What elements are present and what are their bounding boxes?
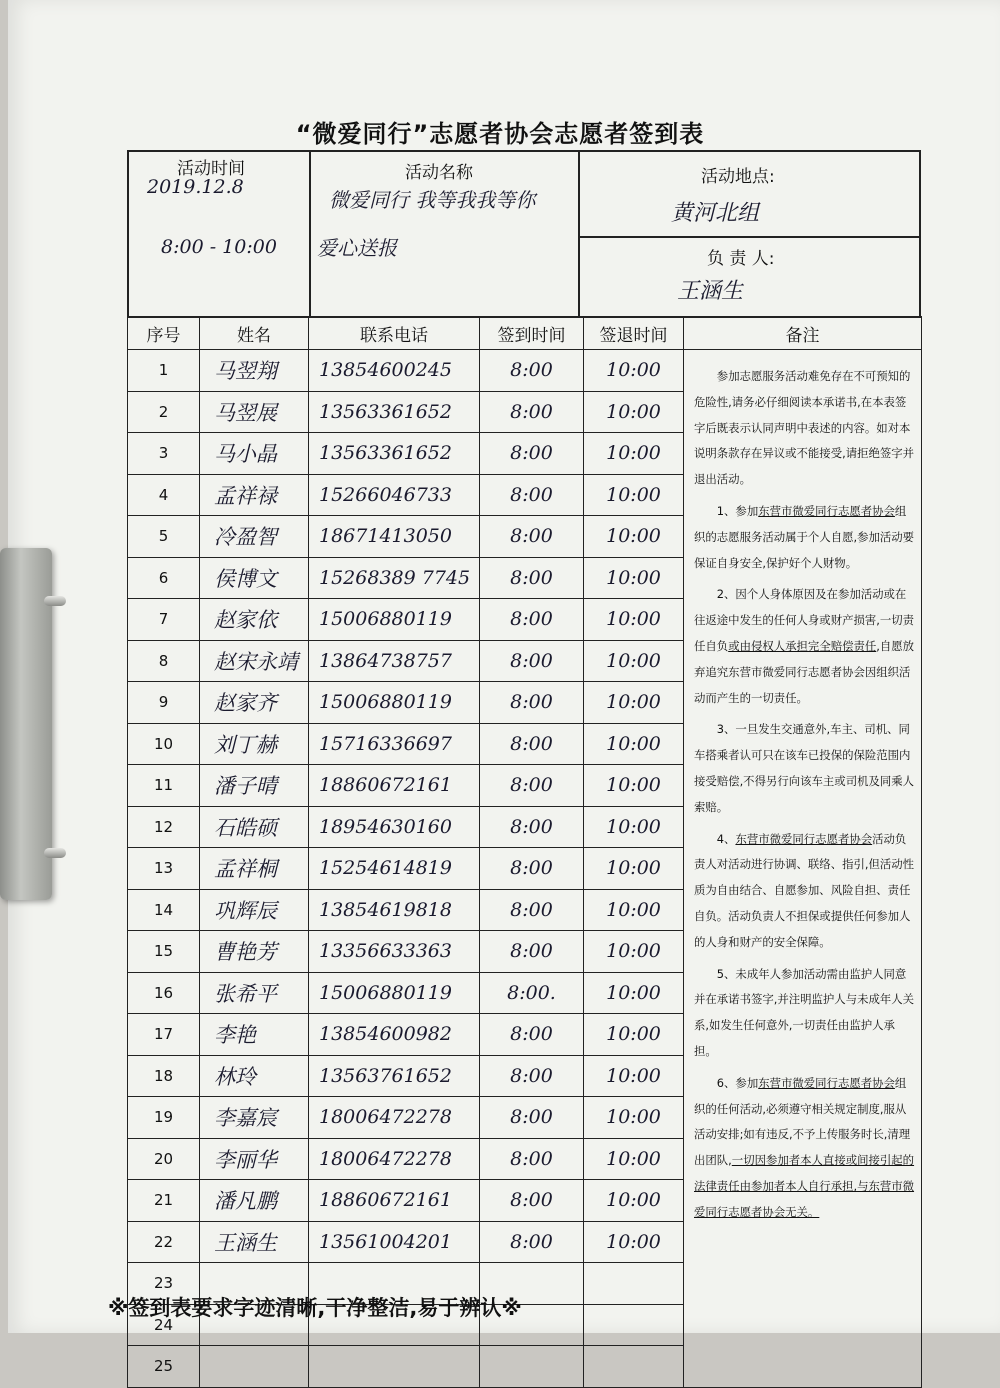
leader-label: 负 责 人: bbox=[707, 249, 775, 269]
row-number: 11 bbox=[128, 765, 200, 807]
checkout-time: 10:00 bbox=[584, 557, 684, 599]
leader-name: 王涵生 bbox=[677, 279, 744, 304]
row-number: 5 bbox=[128, 516, 200, 558]
checkout-time: 10:00 bbox=[584, 931, 684, 973]
volunteer-phone: 18860672161 bbox=[309, 1180, 480, 1222]
volunteer-phone: 15716336697 bbox=[309, 723, 480, 765]
volunteer-name bbox=[200, 1346, 309, 1388]
checkout-time bbox=[584, 1304, 684, 1346]
volunteer-phone: 13561004201 bbox=[309, 1221, 480, 1263]
volunteer-name: 赵家依 bbox=[200, 599, 309, 641]
row-number: 20 bbox=[128, 1138, 200, 1180]
volunteer-phone: 18671413050 bbox=[309, 516, 480, 558]
binder-clip bbox=[0, 548, 52, 900]
checkin-time: 8:00 bbox=[480, 474, 584, 516]
volunteer-phone: 18954630160 bbox=[309, 806, 480, 848]
checkin-time: 8:00 bbox=[480, 640, 584, 682]
checkout-time: 10:00 bbox=[584, 433, 684, 475]
row-number: 21 bbox=[128, 1180, 200, 1222]
volunteer-name: 马小晶 bbox=[200, 433, 309, 475]
row-number: 8 bbox=[128, 640, 200, 682]
volunteer-name: 刘丁赫 bbox=[200, 723, 309, 765]
row-number: 7 bbox=[128, 599, 200, 641]
checkin-time: 8:00 bbox=[480, 1138, 584, 1180]
disclaimer-notes bbox=[684, 350, 922, 1388]
checkin-time: 8:00 bbox=[480, 1055, 584, 1097]
activity-time-range: 8:00 - 10:00 bbox=[161, 236, 277, 258]
row-number: 2 bbox=[128, 391, 200, 433]
notes-item-2: 2、因个人身体原因及在参加活动或在往返途中发生的任何人身或财产损害,一切责任自负或由侵权人承担完全赔偿责任,自愿放弃追究东营市微爱同行志愿者协会因组织活动而产生的一切责任。 bbox=[694, 587, 915, 705]
checkout-time: 10:00 bbox=[584, 1180, 684, 1222]
row-number: 17 bbox=[128, 1014, 200, 1056]
volunteer-phone: 18006472278 bbox=[309, 1138, 480, 1180]
checkout-time: 10:00 bbox=[584, 682, 684, 724]
row-number: 23 bbox=[128, 1263, 200, 1305]
checkout-time: 10:00 bbox=[584, 474, 684, 516]
checkin-time: 8:00 bbox=[480, 516, 584, 558]
col-header-no: 序号 bbox=[128, 317, 200, 350]
checkin-time: 8:00 bbox=[480, 599, 584, 641]
binder-ring bbox=[44, 596, 66, 606]
volunteer-name: 马翌展 bbox=[200, 391, 309, 433]
checkin-time: 8:00 bbox=[480, 682, 584, 724]
activity-header bbox=[127, 150, 921, 318]
volunteer-name: 赵宋永靖 bbox=[200, 640, 309, 682]
checkin-time: 8:00 bbox=[480, 433, 584, 475]
volunteer-phone bbox=[309, 1346, 480, 1388]
notes-item-6: 6、参加东营市微爱同行志愿者协会组织的任何活动,必须遵守相关规定制度,服从活动安排;如有违反,不予上传服务时长,清理出团队,一切因参加者本人直接或间接引起的法律责任由参加者本人自行承担,与东营市微爱同行志愿者协会无关。 bbox=[694, 1075, 915, 1219]
binder-ring bbox=[44, 848, 66, 858]
checkin-time: 8:00 bbox=[480, 765, 584, 807]
row-number: 15 bbox=[128, 931, 200, 973]
volunteer-name: 李艳 bbox=[200, 1014, 309, 1056]
checkin-time: 8:00 bbox=[480, 1180, 584, 1222]
volunteer-name: 王涵生 bbox=[200, 1221, 309, 1263]
checkout-time: 10:00 bbox=[584, 391, 684, 433]
notes-item-5: 5、未成年人参加活动需由监护人同意并在承诺书签字,并注明监护人与未成年人关系,如发生任何意外,一切责任由监护人承担。 bbox=[694, 966, 915, 1058]
checkout-time: 10:00 bbox=[584, 1138, 684, 1180]
checkout-time: 10:00 bbox=[584, 765, 684, 807]
row-number: 19 bbox=[128, 1097, 200, 1139]
row-number: 24 bbox=[128, 1304, 200, 1346]
volunteer-name: 李丽华 bbox=[200, 1138, 309, 1180]
volunteer-phone: 13563361652 bbox=[309, 433, 480, 475]
checkin-time: 8:00 bbox=[480, 806, 584, 848]
checkout-time: 10:00 bbox=[584, 640, 684, 682]
notes-intro: 参加志愿服务活动难免存在不可预知的危险性,请务必仔细阅读本承诺书,在本表签字后既表示认同声明中表述的内容。如对本说明条款存在异议或不能接受,请拒绝签字并退出活动。 bbox=[694, 369, 915, 487]
row-number: 1 bbox=[128, 350, 200, 392]
activity-time-label: 活动时间 bbox=[177, 159, 245, 179]
volunteer-phone: 13563361652 bbox=[309, 391, 480, 433]
volunteer-name: 潘凡鹏 bbox=[200, 1180, 309, 1222]
volunteer-name: 曹艳芳 bbox=[200, 931, 309, 973]
checkin-time: 8:00 bbox=[480, 723, 584, 765]
volunteer-phone: 15254614819 bbox=[309, 848, 480, 890]
table-header-row bbox=[128, 317, 922, 350]
checkout-time bbox=[584, 1346, 684, 1388]
volunteer-phone: 13854600982 bbox=[309, 1014, 480, 1056]
volunteer-name: 赵家齐 bbox=[200, 682, 309, 724]
row-number: 3 bbox=[128, 433, 200, 475]
row-number: 18 bbox=[128, 1055, 200, 1097]
row-number: 6 bbox=[128, 557, 200, 599]
volunteer-name: 巩辉辰 bbox=[200, 889, 309, 931]
volunteer-phone: 18860672161 bbox=[309, 765, 480, 807]
volunteer-name: 孟祥桐 bbox=[200, 848, 309, 890]
volunteer-name: 石皓硕 bbox=[200, 806, 309, 848]
row-number: 9 bbox=[128, 682, 200, 724]
row-number: 25 bbox=[128, 1346, 200, 1388]
volunteer-name: 潘子晴 bbox=[200, 765, 309, 807]
attendance-table bbox=[127, 316, 922, 1388]
row-number: 14 bbox=[128, 889, 200, 931]
volunteer-phone: 13854619818 bbox=[309, 889, 480, 931]
checkin-time: 8:00 bbox=[480, 1097, 584, 1139]
row-number: 10 bbox=[128, 723, 200, 765]
row-number: 4 bbox=[128, 474, 200, 516]
volunteer-name: 林玲 bbox=[200, 1055, 309, 1097]
checkin-time: 8:00 bbox=[480, 1221, 584, 1263]
volunteer-name: 冷盈智 bbox=[200, 516, 309, 558]
checkout-time: 10:00 bbox=[584, 806, 684, 848]
volunteer-phone: 13864738757 bbox=[309, 640, 480, 682]
checkin-time bbox=[480, 1346, 584, 1388]
checkout-time: 10:00 bbox=[584, 1097, 684, 1139]
activity-date: 2019.12.8 bbox=[147, 176, 244, 198]
checkout-time: 10:00 bbox=[584, 350, 684, 392]
checkout-time: 10:00 bbox=[584, 889, 684, 931]
checkin-time: 8:00 bbox=[480, 1014, 584, 1056]
volunteer-phone: 18006472278 bbox=[309, 1097, 480, 1139]
volunteer-name: 张希平 bbox=[200, 972, 309, 1014]
col-header-phone: 联系电话 bbox=[309, 317, 480, 350]
checkout-time: 10:00 bbox=[584, 1055, 684, 1097]
checkout-time: 10:00 bbox=[584, 1014, 684, 1056]
volunteer-name: 李嘉宸 bbox=[200, 1097, 309, 1139]
checkin-time: 8:00 bbox=[480, 557, 584, 599]
col-header-notes: 备注 bbox=[684, 317, 922, 350]
checkout-time: 10:00 bbox=[584, 723, 684, 765]
checkout-time: 10:00 bbox=[584, 1221, 684, 1263]
volunteer-phone: 13356633363 bbox=[309, 931, 480, 973]
sheet-title: “微爱同行”志愿者协会志愿者签到表 bbox=[295, 120, 705, 148]
checkout-time: 10:00 bbox=[584, 972, 684, 1014]
activity-name-label: 活动名称 bbox=[405, 163, 473, 183]
row-number: 13 bbox=[128, 848, 200, 890]
row-number: 16 bbox=[128, 972, 200, 1014]
volunteer-phone: 13854600245 bbox=[309, 350, 480, 392]
checkout-time: 10:00 bbox=[584, 516, 684, 558]
activity-name-line2: 爱心送报 bbox=[317, 236, 397, 260]
checkin-time: 8:00 bbox=[480, 391, 584, 433]
volunteer-name: 侯博文 bbox=[200, 557, 309, 599]
row-number: 12 bbox=[128, 806, 200, 848]
notes-item-3: 3、一旦发生交通意外,车主、司机、同车搭乘者认可只在该车已投保的保险范围内接受赔偿,不得另行向该车主或司机及同乘人索赔。 bbox=[694, 722, 915, 814]
activity-place: 黄河北组 bbox=[671, 201, 760, 226]
volunteer-phone: 15266046733 bbox=[309, 474, 480, 516]
footnote: ※签到表要求字迹清晰,干净整洁,易于辨认※ bbox=[108, 1296, 522, 1320]
activity-place-label: 活动地点: bbox=[701, 167, 775, 187]
activity-name-line1: 微爱同行 我等我我等你 bbox=[329, 188, 536, 212]
col-header-checkin: 签到时间 bbox=[480, 317, 584, 350]
checkin-time: 8:00. bbox=[480, 972, 584, 1014]
checkin-time: 8:00 bbox=[480, 350, 584, 392]
col-header-name: 姓名 bbox=[200, 317, 309, 350]
volunteer-name: 孟祥禄 bbox=[200, 474, 309, 516]
table-row bbox=[128, 350, 922, 392]
volunteer-name: 马翌翔 bbox=[200, 350, 309, 392]
checkin-time: 8:00 bbox=[480, 889, 584, 931]
row-number: 22 bbox=[128, 1221, 200, 1263]
volunteer-phone: 15006880119 bbox=[309, 682, 480, 724]
checkout-time bbox=[584, 1263, 684, 1305]
checkin-time: 8:00 bbox=[480, 848, 584, 890]
checkin-time: 8:00 bbox=[480, 931, 584, 973]
volunteer-phone: 15268389 7745 bbox=[309, 557, 480, 599]
col-header-checkout: 签退时间 bbox=[584, 317, 684, 350]
notes-item-4: 4、东营市微爱同行志愿者协会活动负责人对活动进行协调、联络、指引,但活动性质为自由结合、自愿参加、风险自担、责任自负。活动负责人不担保或提供任何参加人的人身和财产的安全保障。 bbox=[694, 831, 915, 949]
volunteer-phone: 13563761652 bbox=[309, 1055, 480, 1097]
checkout-time: 10:00 bbox=[584, 599, 684, 641]
notes-item-1: 1、参加东营市微爱同行志愿者协会组织的志愿服务活动属于个人自愿,参加活动要保证自身安全,保护好个人财物。 bbox=[694, 503, 915, 570]
volunteer-phone: 15006880119 bbox=[309, 599, 480, 641]
checkout-time: 10:00 bbox=[584, 848, 684, 890]
volunteer-phone: 15006880119 bbox=[309, 972, 480, 1014]
